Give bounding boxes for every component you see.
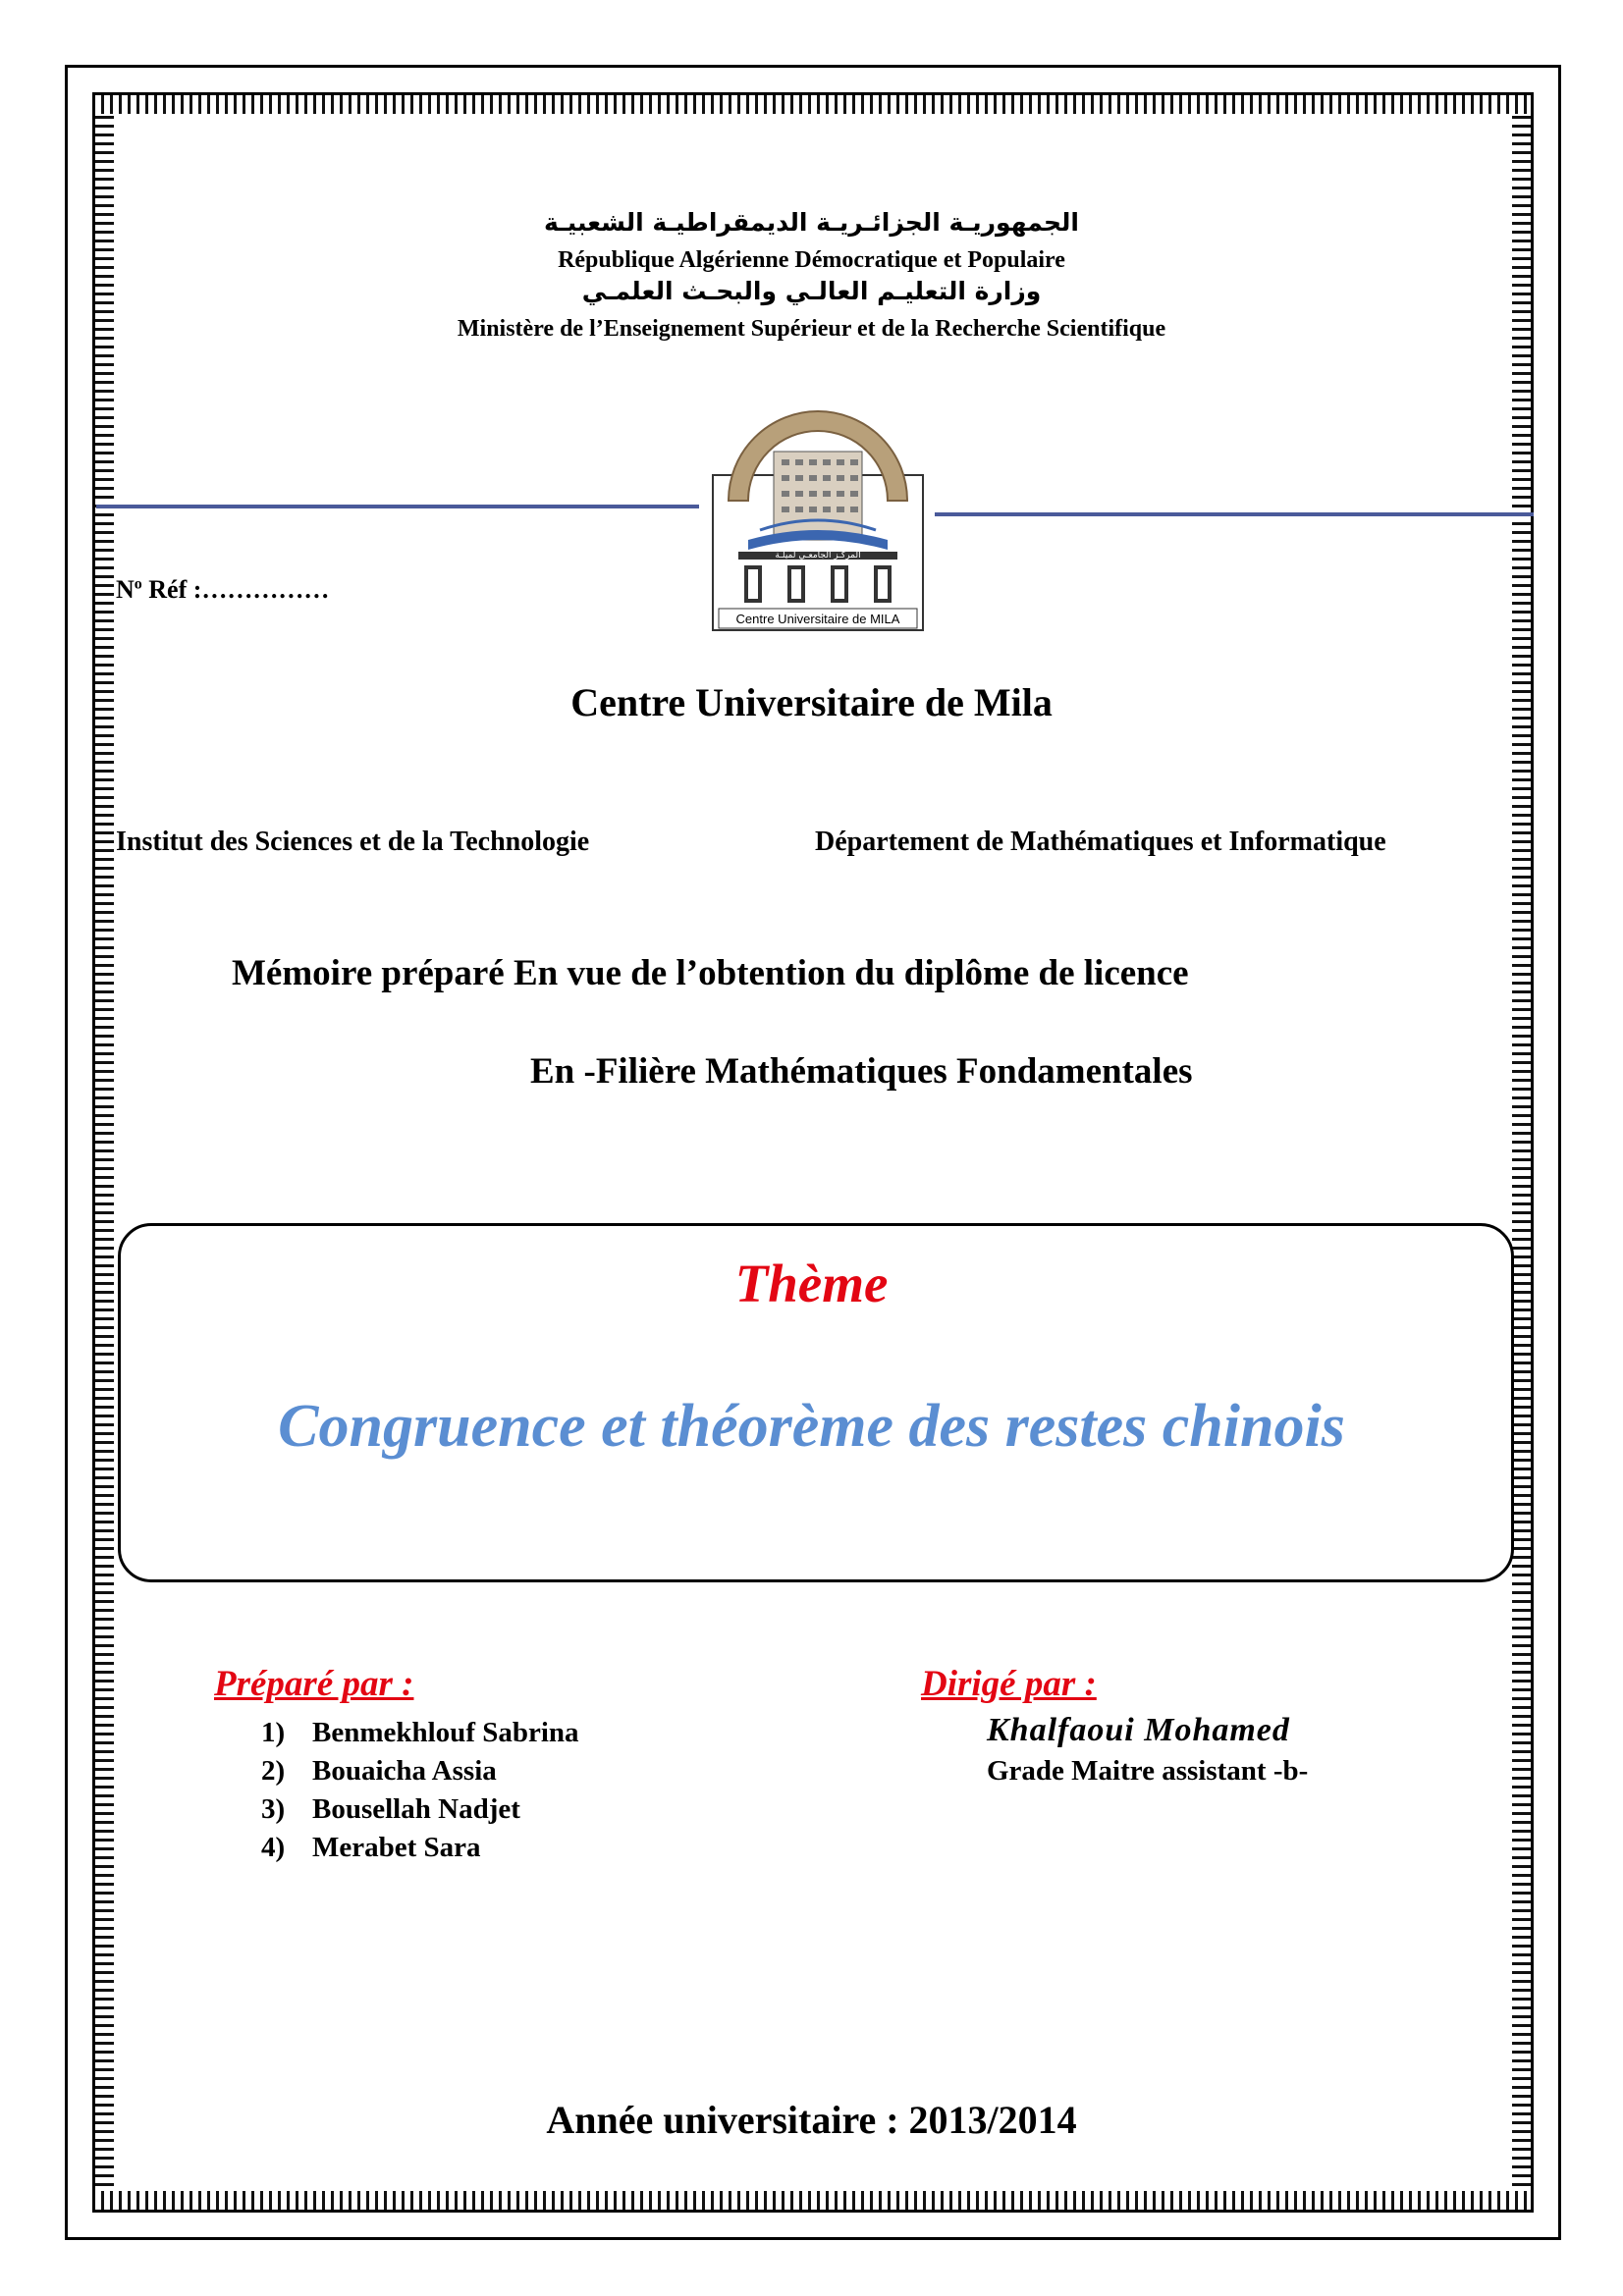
supervisor-grade: Grade Maitre assistant -b- [987, 1755, 1309, 1787]
header-arabic-republic: الجمهوريـة الجزائـريـة الديمقراطيـة الشعبيـة [544, 208, 1079, 237]
institute-name: Institut des Sciences et de la Technologie [116, 827, 590, 857]
prepared-by-label: Préparé par : [214, 1664, 414, 1704]
academic-year: Année universitaire : 2013/2014 [546, 2098, 1077, 2142]
theme-label: Thème [734, 1254, 889, 1313]
theme-title: Congruence et théorème des restes chinois [278, 1393, 1345, 1460]
authors-list [261, 1714, 579, 1867]
header-arabic-ministry: وزارة التعليـم العالـي والبحـث العلمـي [581, 277, 1042, 305]
list-item: 2) Bouaicha Assia [261, 1755, 497, 1787]
header-rule-right [935, 512, 1534, 516]
list-item: 1) Benmekhlouf Sabrina [261, 1717, 579, 1748]
header-rule-left [96, 505, 699, 508]
logo-caption: Centre Universitaire de MILA [735, 612, 900, 626]
filiere-line: En -Filière Mathématiques Fondamentales [530, 1051, 1193, 1092]
reference-number: $N^o$ Réf :…………… [116, 575, 330, 604]
supervisor-name: Khalfaoui Mohamed [987, 1712, 1290, 1748]
list-item: 3) Bousellah Nadjet [261, 1793, 520, 1825]
university-logo [709, 393, 927, 634]
memoire-line: Mémoire préparé En vue de l’obtention du diplôme de licence [232, 953, 1189, 993]
directed-by-label: Dirigé par : [921, 1664, 1097, 1704]
header-republic: République Algérienne Démocratique et Populaire [558, 247, 1065, 273]
list-item: 4) Merabet Sara [261, 1832, 481, 1863]
header-ministry: Ministère de l’Enseignement Supérieur et de la Recherche Scientifique [457, 316, 1166, 342]
institution-name: Centre Universitaire de Mila [570, 680, 1053, 724]
department-name: Département de Mathématiques et Informatique [815, 827, 1386, 857]
logo-arabic-caption: المركـز الجامعـي لميلـة [775, 551, 861, 561]
